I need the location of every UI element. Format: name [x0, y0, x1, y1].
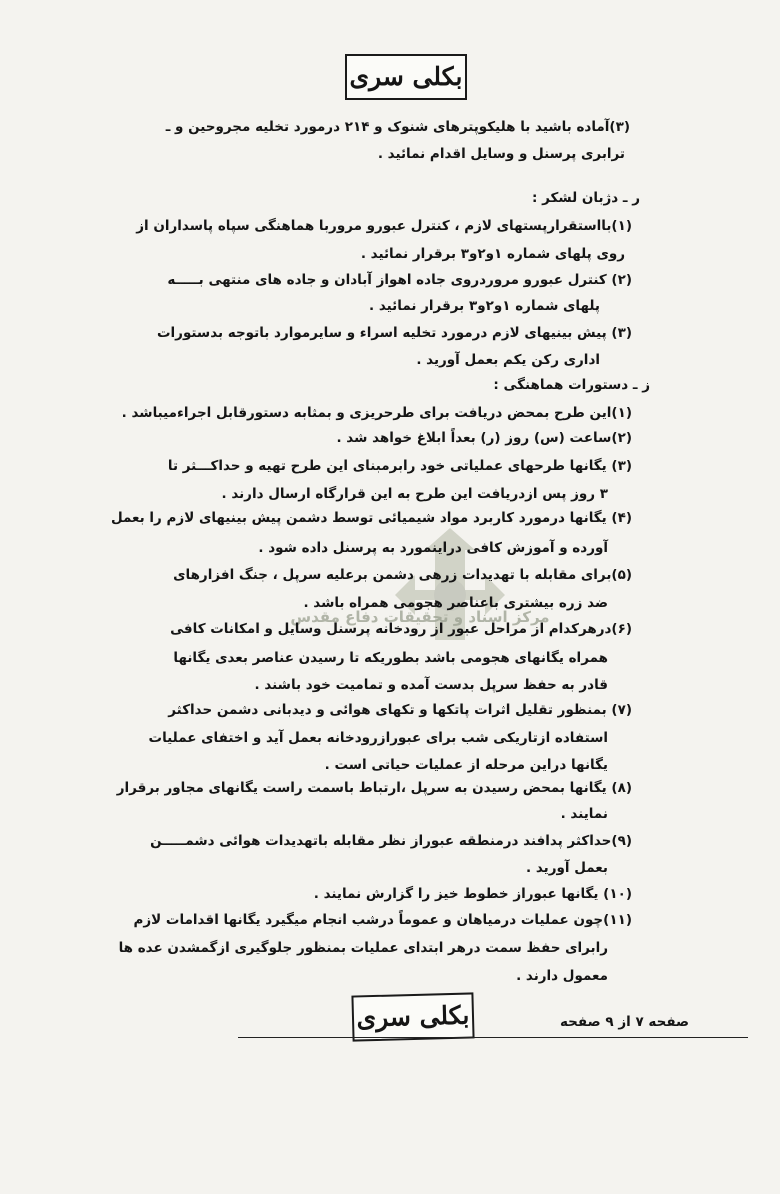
body-line: نمایند . — [560, 806, 608, 822]
body-line: معمول دارند . — [516, 968, 608, 984]
body-line: (۵)برای مقابله با تهدیدات زرهی دشمن برعلیه سرپل ، جنگ افزارهای — [173, 567, 632, 583]
body-line: یگانها دراین مرحله از عملیات حیاتی است . — [324, 757, 608, 773]
body-line: روی پلهای شماره ۱و۲و۳ برقرار نمائید . — [360, 246, 625, 262]
body-line: ۳ روز پس ازدریافت این طرح به این قرارگاه ارسال دارند . — [221, 486, 608, 502]
body-line: (۱۰) یگانها عبوراز خطوط خیز را گزارش نمایند . — [313, 886, 632, 902]
watermark-text: مرکز اسناد و تحقیقات دفاع مقدس — [290, 608, 550, 626]
body-line: پلهای شماره ۱و۲و۳ برقرار نمائید . — [369, 298, 600, 314]
body-line: رابرای حفظ سمت درهر ابتدای عملیات بمنظور جلوگیری ازگمشدن عده ها — [118, 940, 608, 956]
classification-stamp-bottom: بکلی سری — [351, 992, 474, 1041]
body-line: استفاده ازتاریکی شب برای عبورازرودخانه بعمل آید و اختفای عملیات — [148, 730, 608, 746]
body-line: (۸) یگانها بمحض رسیدن به سرپل ،ارتباط باسمت راست یگانهای مجاور برقرار — [116, 780, 632, 796]
body-line: آورده و آموزش کافی دراینمورد به پرسنل داده شود . — [258, 540, 608, 556]
body-line: (۴) یگانها درمورد کاربرد مواد شیمیائی توسط دشمن پیش بینیهای لازم را بعمل — [110, 510, 632, 526]
page-number: صفحه ۷ از ۹ صفحه — [560, 1014, 690, 1030]
body-line: همراه یگانهای هجومی باشد بطوریکه تا رسیدن عناصر بعدی یگانها — [173, 650, 608, 666]
body-line: بعمل آورید . — [526, 860, 608, 876]
body-line: (۳) پیش بینیهای لازم درمورد تخلیه اسراء و سایرموارد باتوجه بدستورات — [156, 325, 632, 341]
body-line: اداری رکن یکم بعمل آورید . — [416, 352, 600, 368]
body-line: ترابری پرسنل و وسایل اقدام نمائید . — [377, 146, 625, 162]
body-line: قادر به حفظ سرپل بدست آمده و تمامیت خود باشند . — [254, 677, 608, 693]
classification-stamp-top: بکلی سری — [345, 54, 467, 100]
body-line: (۷) بمنظور تقلیل اثرات پاتکها و تکهای هوائی و دیدبانی دشمن حداکثر — [168, 702, 632, 718]
body-line: (۳) یگانها طرحهای عملیاتی خود رابرمبنای این طرح تهیه و حداکـــثر تا — [167, 458, 632, 474]
section-heading: ر ـ دژبان لشکر : — [532, 190, 640, 206]
body-line: (۱)این طرح بمحض دریافت برای طرحریزی و بمثابه دستورقابل اجراءمیباشد . — [121, 405, 632, 421]
body-line: (۱۱)چون عملیات درمیاهان و عموماً درشب انجام میگیرد یگانها اقدامات لازم — [133, 912, 632, 928]
body-line: (۲) کنترل عبورو مروردروی جاده اهواز آبادان و جاده های منتهی بـــــه — [167, 272, 632, 288]
body-line: (۹)حداکثر پدافند درمنطقه عبوراز نظر مقابله باتهدیدات هوائی دشمـــــن — [150, 833, 632, 849]
body-line: (۳)آماده باشید با هلیکوپترهای شنوک و ۲۱۴ درمورد تخلیه مجروحین و ـ — [165, 119, 630, 135]
section-heading: ز ـ دستورات هماهنگی : — [493, 377, 650, 393]
body-line: (۱)بااستقرارپستهای لازم ، کنترل عبورو مروربا هماهنگی سپاه پاسداران از — [136, 218, 632, 234]
body-line: (۲)ساعت (س) روز (ر) بعداً ابلاغ خواهد شد . — [336, 430, 632, 446]
body-line: (۶)درهرکدام از مراحل عبور از رودخانه پرسنل وسایل و امکانات کافی — [170, 621, 632, 637]
body-line: ضد زره بیشتری باعناصر هجومی همراه باشد . — [303, 595, 608, 611]
footer-rule — [238, 1037, 748, 1038]
